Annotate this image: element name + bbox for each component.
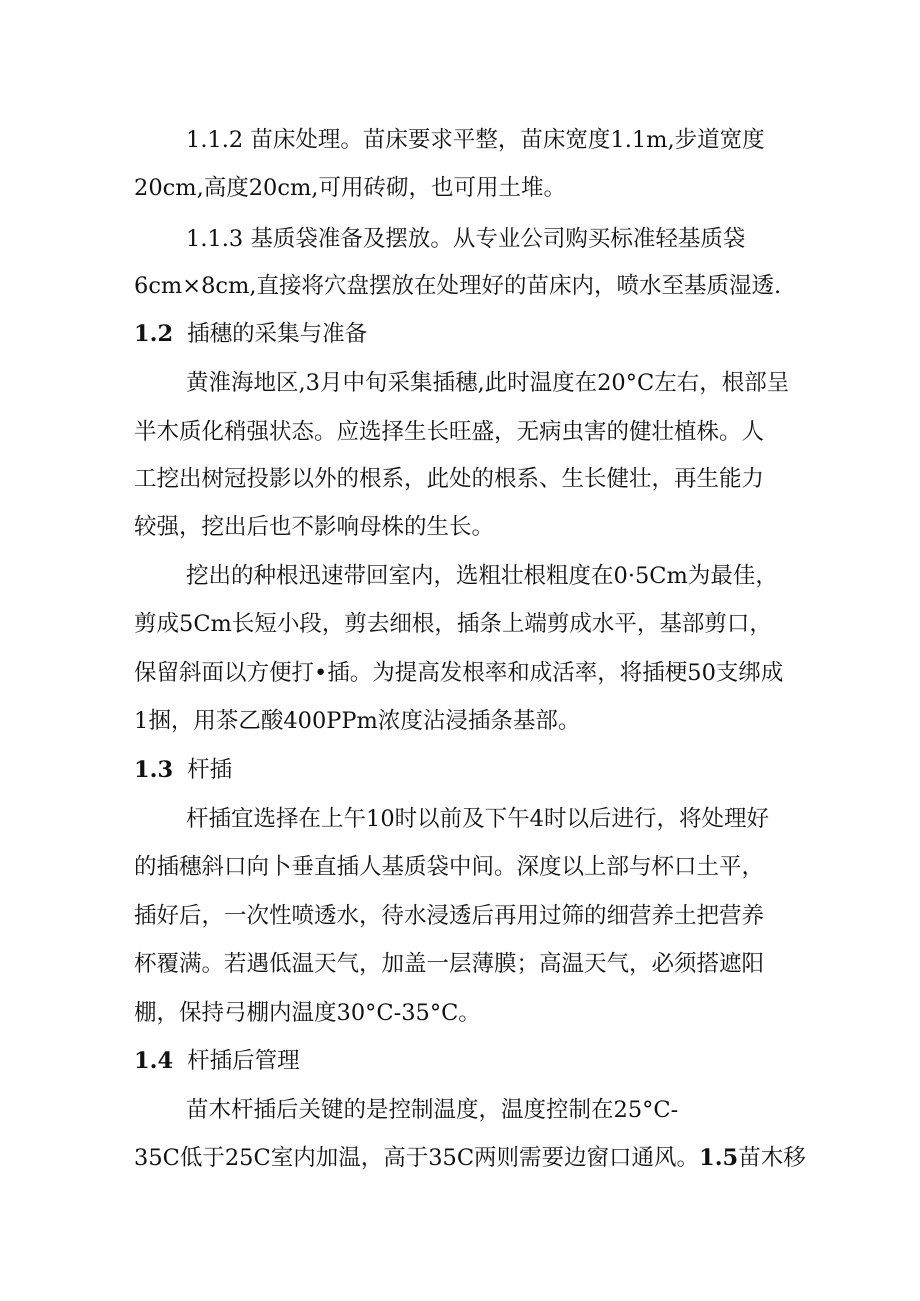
para-1-2-b-line-1: 挖出的种根迅速带回室内，选粗壮根粗度在0·5Cm为最佳， [186, 563, 778, 589]
heading-1-3-title: 杆插 [187, 757, 233, 783]
inline-heading-1-5-text: 苗木移 [738, 1145, 806, 1171]
para-1-4-line-2 [0, 1138, 920, 1178]
heading-1-4-title: 杆插后管理 [187, 1048, 300, 1074]
para-1-4-line-2-text: 35C低于25C室内加温，高于35C两则需要边窗口通风。 [134, 1145, 700, 1171]
section-1-1-3-line-1: 1.1.3 基质袋准备及摆放。从专业公司购买标准轻基质袋 [186, 226, 746, 252]
para-1-2-a-line-1: 黄淮海地区,3月中旬采集插穗,此时温度在20°C左右，根部呈 [186, 370, 790, 396]
para-1-3-line-5: 棚，保持弓棚内温度30°C-35°C。 [134, 1000, 481, 1026]
para-1-2-a-line-3: 工挖出树冠投影以外的根系，此处的根系、生长健壮，再生能力 [134, 466, 765, 492]
heading-1-4-number: 1.4 [134, 1048, 174, 1074]
para-1-3-line-3: 插好后，一次性喷透水，待水浸透后再用过筛的细营养土把营养 [134, 903, 765, 929]
heading-1-3 [134, 750, 232, 790]
para-1-3-line-1: 杆插宜选择在上午10时以前及下午4时以后进行，将处理好 [186, 806, 769, 832]
para-1-4-line-1: 苗木杆插后关键的是控制温度，温度控制在25°C- [186, 1097, 679, 1123]
para-1-2-b-line-4: 1捆，用茶乙酸400PPm浓度沾浸插条基部。 [134, 708, 581, 734]
section-1-1-3-line-2: 6cm×8cm,直接将穴盘摆放在处理好的苗床内，喷水至基质湿透. [134, 273, 782, 299]
heading-1-2-number: 1.2 [134, 321, 174, 347]
heading-1-4 [134, 1041, 300, 1081]
para-1-2-a-line-2: 半木质化稍强状态。应选择生长旺盛，无病虫害的健壮植株。人 [134, 419, 765, 445]
section-1-1-2-line-1: 1.1.2 苗床处理。苗床要求平整，苗床宽度1.1m,步道宽度 [186, 127, 765, 153]
heading-1-2-title: 插穗的采集与准备 [187, 321, 368, 347]
para-1-2-a-line-4: 较强，挖出后也不影响母株的生长。 [134, 514, 495, 540]
para-1-3-line-4: 杯覆满。若遇低温天气，加盖一层薄膜；高温天气，必须搭遮阳 [134, 951, 765, 977]
para-1-2-b-line-3: 保留斜面以方便打•插。为提高发根率和成活率，将插梗50支绑成 [134, 660, 784, 686]
section-1-1-2-line-2: 20cm,高度20cm,可用砖砌，也可用土堆。 [134, 175, 566, 201]
heading-1-2 [134, 314, 367, 354]
para-1-3-line-2: 的插穗斜口向卜垂直插人基质袋中间。深度以上部与杯口土平， [134, 854, 765, 880]
para-1-2-b-line-2: 剪成5Cm长短小段，剪去细根，插条上端剪成水平，基部剪口， [134, 611, 772, 637]
heading-1-3-number: 1.3 [134, 757, 174, 783]
inline-heading-1-5-number: 1.5 [699, 1145, 739, 1171]
